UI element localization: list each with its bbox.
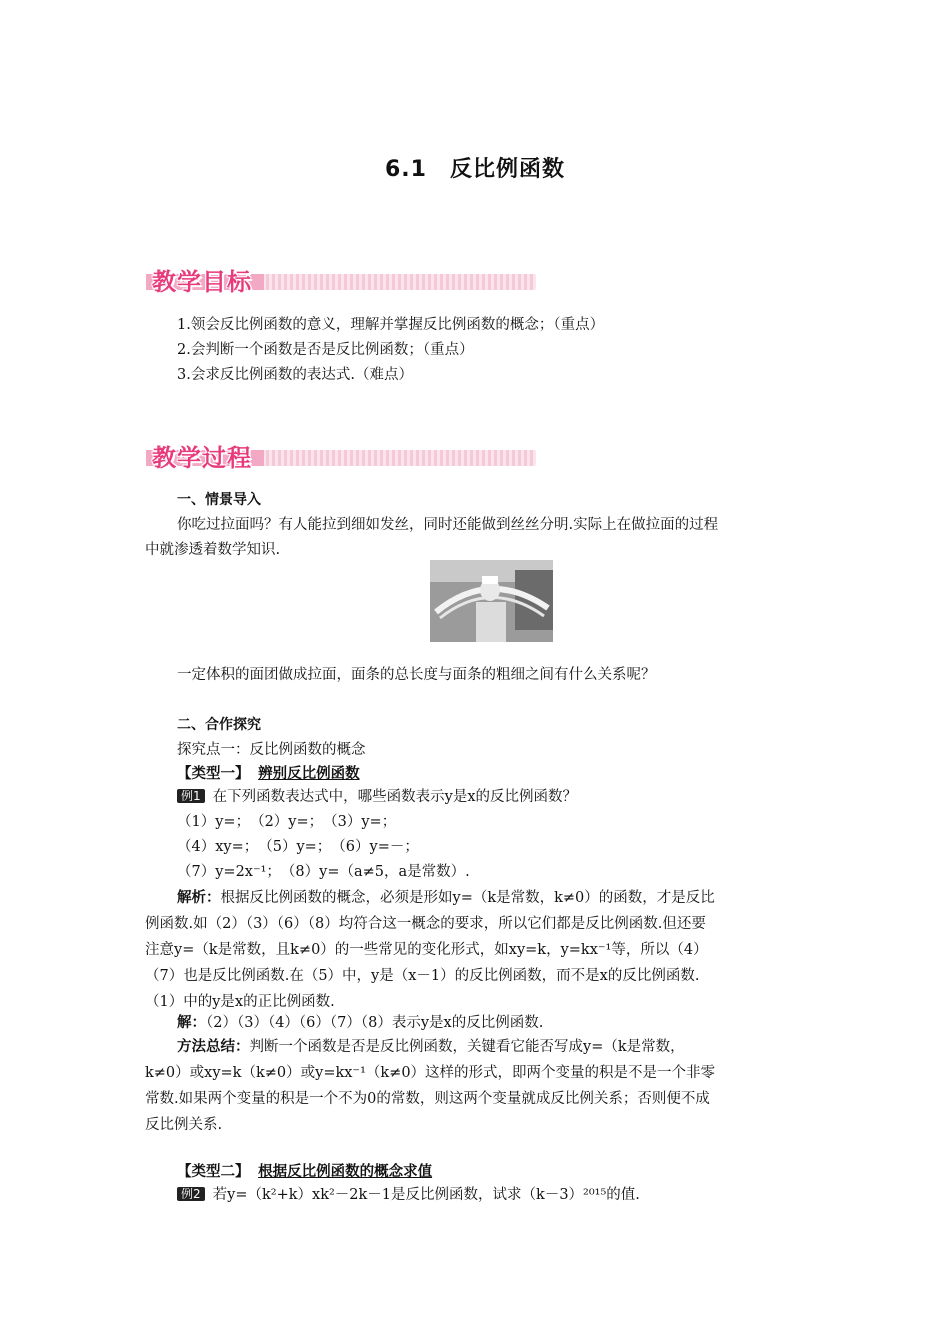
part1-question: 一定体积的面团做成拉面，面条的总长度与面条的粗细之间有什么关系呢？ [177, 667, 656, 683]
solution-text: （2）（3）（4）（6）（7）（8）表示y是x的反比例函数. [206, 1015, 544, 1031]
example1-text: 在下列函数表达式中，哪些函数表示y是x的反比例函数？ [212, 789, 578, 805]
solution-label: 解： [177, 1015, 206, 1031]
analysis-block [145, 885, 810, 1015]
example1-line [177, 787, 577, 807]
example1-badge: 例1 [177, 789, 205, 803]
method-line: 反比例关系. [145, 1117, 223, 1133]
method-block [145, 1034, 810, 1138]
goal-item-3: 3.会求反比例函数的表达式.（难点） [177, 367, 413, 383]
type2-tag: 【类型二】 [177, 1164, 250, 1180]
example1-options-1: （1）y=； （2）y=； （3）y=； [177, 814, 397, 830]
analysis-line: （1）中的y是x的正比例函数. [145, 994, 335, 1010]
example2-line [177, 1185, 640, 1205]
section-banner-goals [146, 262, 536, 296]
type1-title: 辨别反比例函数 [258, 766, 360, 782]
part1-heading: 一、情景导入 [177, 492, 261, 508]
analysis-line: 例函数.如（2）（3）（6）（8）均符合这一概念的要求，所以它们都是反比例函数.但还要 [145, 916, 706, 932]
goal-item-2: 2.会判断一个函数是否是反比例函数；（重点） [177, 342, 474, 358]
type2-title: 根据反比例函数的概念求值 [258, 1164, 433, 1180]
example1-options-3: （7）y=2x⁻¹； （8）y=（a≠5，a是常数）. [177, 864, 470, 880]
example2-text: 若y=（k²+k）xk²－2k－1是反比例函数，试求（k－3）²⁰¹⁵的值. [212, 1187, 640, 1203]
type1-tag: 【类型一】 [177, 766, 250, 782]
method-line: 常数.如果两个变量的积是一个不为0的常数，则这两个变量就成反比例关系；否则便不成 [145, 1091, 710, 1107]
goal-item-1: 1.领会反比例函数的意义，理解并掌握反比例函数的概念；（重点） [177, 317, 605, 333]
analysis-label: 解析： [177, 890, 221, 906]
section-banner-process [146, 438, 536, 472]
analysis-line: 根据反比例函数的概念，必须是形如y=（k是常数，k≠0）的函数，才是反比 [220, 890, 715, 906]
analysis-line: （7）也是反比例函数.在（5）中，y是（x－1）的反比例函数，而不是x的反比例函数. [145, 968, 700, 984]
analysis-line: 注意y=（k是常数，且k≠0）的一些常见的变化形式，如xy=k，y=kx⁻¹等，所以（4） [145, 942, 708, 958]
noodle-photo [430, 560, 553, 642]
method-label: 方法总结： [177, 1039, 250, 1055]
explore-point: 探究点一：反比例函数的概念 [177, 742, 366, 758]
type1-line [177, 764, 360, 784]
method-line: k≠0）或xy=k（k≠0）或y=kx⁻¹（k≠0）这样的形式，即两个变量的积是不是一个非零 [145, 1065, 716, 1081]
method-line: 判断一个函数是否是反比例函数，关键看它能否写成y=（k是常数， [249, 1039, 685, 1055]
type2-line [177, 1162, 432, 1182]
page-title: 6.1 反比例函数 [385, 157, 565, 182]
part1-para-line1: 你吃过拉面吗？有人能拉到细如发丝，同时还能做到丝丝分明.实际上在做拉面的过程 [177, 517, 719, 533]
banner-label: 教学过程 [152, 444, 252, 472]
banner-label: 教学目标 [152, 268, 252, 296]
example2-badge: 例2 [177, 1187, 205, 1201]
solution-line [177, 1013, 543, 1033]
part2-heading: 二、合作探究 [177, 717, 261, 733]
example1-options-2: （4）xy=； （5）y=； （6）y=－； [177, 839, 419, 855]
part1-para-line2: 中就渗透着数学知识. [145, 542, 281, 558]
